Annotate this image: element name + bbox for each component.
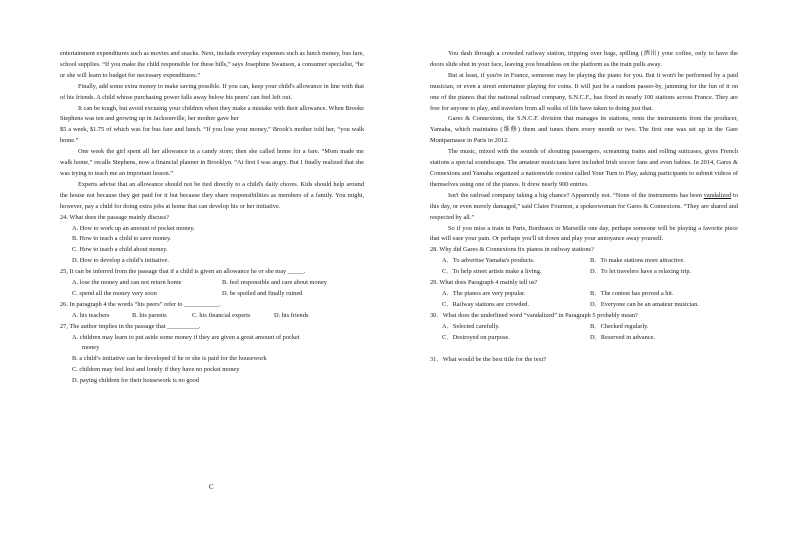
question-25-option-a: A. lose the money and can not return home	[72, 279, 182, 287]
question-24-option-c: C. How to teach a child about money.	[72, 246, 168, 254]
right-column	[430, 49, 738, 366]
paragraph-text: ) your coffee, only to have the doors slide shut in your face, leaving you breathless on the platform as the train pulls away.	[430, 50, 738, 68]
question-30-option-a: A．Selected carefully.	[442, 322, 500, 330]
question-28-stem: 28. Why did Gares & Connexions fix pianos in railway stations?	[430, 246, 594, 254]
question-26-option-c: C. his financial experts	[192, 311, 251, 319]
paragraph-text: But at least, if you're in France, someone may be playing the piano for you. But it won't be performed by a paid musician, or even a street entertainer playing for coins. It will just be a random passer-by, jamming for the fun of it on one of the pianos that the national railroad company, S.N.C.F., has fixed in nearly 100 stations across France. They are free for anyone to play, and travelers from all walks of life have taken to doing just that.	[430, 71, 738, 112]
paragraph: Finally, add some extra money to make saving possible. If you can, keep your child's allowance in line with that of his friends. A child whose purchasing power falls away below his peers' can feel left out.	[60, 82, 364, 101]
question-26-option-b: B. his parents	[132, 311, 167, 319]
paragraph	[430, 114, 738, 147]
question-28-row-1	[430, 256, 738, 267]
question-27-stem: 27, The author implies in the passage that __________.	[60, 322, 201, 330]
question-24-option-d: D. How to develop a child’s initiative.	[72, 257, 169, 265]
question-25-option-d: D. be spoiled and finally ruined	[222, 289, 303, 297]
paragraph-text: ) them and tunes them every month or two. The first one was set up in the Gare Montparnasse in Paris in 2012.	[430, 126, 739, 145]
question-28-row-2	[430, 267, 738, 278]
paragraph-text: The music, mixed with the sounds of shouting passengers, screaming trains and rolling suitcases, gives French stations a special soundscape. The amateur musicians have included Irish soccer fans and even babies. In 2014, Gares & Connexions and Yamaha organized a nationwide contest called Your Turn to Play, asking participants to submit videos of themselves using one of the pianos. It drew nearly 900 entries.	[430, 148, 738, 188]
question-28-option-a: A．To advertise Yamaha's products.	[442, 257, 535, 265]
question-27-option-c: C. children may feel lost and lonely if they have no pocket money	[72, 366, 240, 374]
paragraph	[430, 49, 738, 71]
paragraph	[430, 191, 738, 224]
question-30-option-d: D．Reserved in advance.	[590, 333, 655, 341]
paragraph: $5 a week, $1.75 of which was for bus fare and lunch. “If you lose your money,” Brook's mother told her, “you walk home.”	[60, 126, 364, 145]
paragraph: entertainment expenditures such as movies and snacks. Next, include everyday expenses such as lunch money, bus fare, school supplies. “If you make the child responsible for these bills,” says Josephine Swanson, a consumer specialist, “he or she will learn to budget for necessary expenditures.”	[60, 50, 364, 79]
question-24-option-b: B. How to teach a child to save money.	[72, 235, 172, 243]
left-column	[60, 49, 364, 387]
question-26-option-d: D. his friends	[274, 311, 309, 319]
question-27-option-b: B. a child’s initiative can be developed if he or she is paid for the housework	[72, 355, 267, 363]
question-30-row-2	[430, 333, 738, 344]
question-31-stem: 31．What would be the best title for the text?	[430, 356, 547, 364]
question-25-row-2	[60, 289, 364, 300]
question-25-stem: 25, It can be inferred from the passage that if a child is given an allowance he or she may _____.	[60, 268, 306, 276]
answer-key: C	[209, 483, 214, 491]
underlined-word: vandalized	[703, 191, 732, 199]
question-24-stem: 24. What does the passage mainly discuss?	[60, 213, 169, 221]
paragraph-text: to this day, or even merely damaged,” said Claire Fournon, a spokeswoman for Gares & Connexions. “They are shared and respected by all.”	[430, 191, 738, 221]
question-29-option-b: B．The contest has proved a hit.	[590, 289, 674, 297]
paragraph: It can be tough, but avoid excusing your children when they make a mistake with their allowance. When Brooke Stephens was ten and growing up in Jacksonville, her mother gave her	[60, 104, 364, 123]
question-30-option-c: C．Destroyed on purpose.	[442, 333, 510, 341]
paragraph	[430, 147, 738, 191]
question-27-option-d: D. paying children for their housework is no good	[72, 377, 200, 385]
paragraph: Experts advise that an allowance should not be tied directly to a child's daily chores. Kids should help around the house not because they get paid for it but because they share responsibilities as members of a family. You might, however, pay a child for doing extra jobs at home that can develop his or her initiative.	[60, 180, 364, 210]
paragraph-text: Isn't the railroad company taking a big chance? Apparently not. “None of the instruments has been	[448, 191, 704, 199]
paragraph: So if you miss a train in Paris, Bordeaux or Marseille one day, perhaps someone will be playing a favorite piece that will ease your pain. Or perhaps you'll sit down and play your annoyance away yourself.	[430, 224, 738, 243]
chinese-gloss: 洒出	[642, 50, 658, 57]
question-25-option-b: B. feel responsible and care about money	[222, 279, 327, 287]
question-29-stem: 29. What does Paragraph 4 mainly tell us?	[430, 279, 538, 287]
question-25-row-1	[60, 278, 364, 289]
question-29-option-c: C．Railway stations are crowded.	[442, 300, 530, 308]
question-27-option-a-cont: money	[82, 344, 100, 352]
question-26-stem: 26. In paragraph 4 the words “his peers” refer to ___________.	[60, 300, 221, 308]
question-29-row-1	[430, 289, 738, 300]
question-25-option-c: C. spend all the money very soon	[72, 289, 157, 297]
question-24-option-a: A. How to work up an amount of pocket money.	[72, 224, 195, 232]
question-28-option-b: B．To make stations more attractive.	[590, 257, 685, 265]
question-28-option-c: C．To help street artists make a living.	[442, 268, 542, 276]
question-30-row-1	[430, 322, 738, 333]
paragraph-text: You dash through a crowded railway station, tripping over bags, spilling (	[448, 50, 643, 57]
question-27-option-a: A. children may learn to put aside some money if they are given a great amount of pocket	[72, 333, 300, 341]
question-29-option-d: D．Everyone can be an amateur musician.	[590, 300, 699, 308]
question-29-row-2	[430, 300, 738, 311]
question-28-option-d: D．To let travelers have a relaxing trip.	[590, 268, 692, 276]
paragraph	[430, 71, 738, 115]
spacer	[430, 343, 738, 355]
paragraph-text: Gares & Connexions, the S.N.C.F. division that manages its stations, rents the instruments from the producer, Yamaha, which maintains (	[430, 115, 738, 134]
question-26-options	[60, 311, 364, 322]
question-30-stem: 30．What does the underlined word “vandalized” in Paragraph 5 probably mean?	[430, 311, 638, 319]
question-29-option-a: A．The pianos are very popular.	[442, 289, 526, 297]
chinese-gloss: 维修	[502, 126, 518, 134]
question-26-option-a: A. his teachers	[72, 311, 110, 319]
paragraph: One week the girl spent all her allowance in a candy store; then she called home for a fare. “Mom made me walk home,” recalls Stephens, now a financial planner in Brooklyn. “At first I was angry. But I finally realized that she was trying to teach me an important lesson.”	[60, 148, 364, 177]
question-30-option-b: B．Checked regularly.	[590, 322, 649, 330]
